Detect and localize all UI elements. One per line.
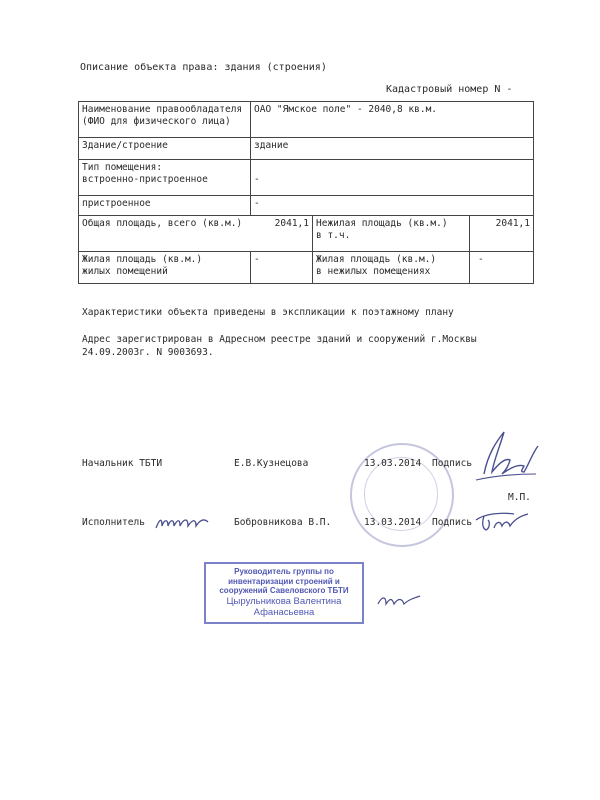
stamp-line-4: Цырульникова Валентина bbox=[226, 595, 342, 607]
premises-type-label: Тип помещения: bbox=[82, 162, 163, 173]
object-table bbox=[78, 101, 534, 284]
explication-note: Характеристики объекта приведены в экспликации к поэтажному плану bbox=[82, 307, 454, 318]
nonres-area-cell bbox=[313, 216, 470, 252]
table-row bbox=[79, 216, 534, 252]
head-name: Е.В.Кузнецова bbox=[234, 458, 309, 469]
res-area-value: - bbox=[251, 252, 313, 284]
executor-name: Бобровникова В.П. bbox=[234, 517, 332, 528]
res-area-note: жилых помещений bbox=[82, 266, 168, 277]
premises-type-subtype: встроенно-пристроенное bbox=[82, 174, 208, 185]
total-area-value: 2041,1 bbox=[274, 218, 309, 229]
table-row bbox=[79, 252, 534, 284]
cadastral-number: Кадастровый номер N - bbox=[386, 84, 513, 95]
table-row bbox=[79, 160, 534, 196]
owner-value: ОАО "Ямское поле" - 2040,8 кв.м. bbox=[251, 102, 534, 138]
executor-title: Исполнитель bbox=[82, 517, 145, 528]
premises-type-value-cell bbox=[251, 160, 534, 196]
stamp-line-2: инвентаризации строений и bbox=[228, 576, 340, 586]
executor-signature bbox=[470, 506, 534, 536]
head-signature bbox=[474, 424, 544, 484]
executor-sign-label: Подпись bbox=[432, 517, 473, 528]
building-value: здание bbox=[251, 138, 534, 160]
res-in-nonres-value: - bbox=[470, 252, 534, 284]
premises-type-cell bbox=[79, 160, 251, 196]
res-in-nonres-label: Жилая площадь (кв.м.) bbox=[316, 254, 437, 265]
attached-label: пристроенное bbox=[79, 196, 251, 216]
owner-label-cell bbox=[79, 102, 251, 138]
responsible-person-stamp bbox=[204, 562, 364, 624]
head-sign-label: Подпись bbox=[432, 458, 473, 469]
res-area-label: Жилая площадь (кв.м.) bbox=[82, 254, 203, 265]
mp-label: М.П. bbox=[508, 492, 531, 503]
stamp-line-5: Афанасьевна bbox=[253, 606, 315, 618]
res-area-cell bbox=[79, 252, 251, 284]
owner-label: Наименование правообладателя bbox=[82, 104, 243, 115]
stamp-signature bbox=[374, 588, 424, 612]
table-row bbox=[79, 102, 534, 138]
premises-type-value: - bbox=[254, 174, 260, 185]
table-row bbox=[79, 138, 534, 160]
nonres-area-label: Нежилая площадь (кв.м.) bbox=[316, 218, 448, 229]
table-row bbox=[79, 196, 534, 216]
total-area-label: Общая площадь, всего (кв.м.) bbox=[82, 218, 243, 229]
address-note-line-2: 24.09.2003г. N 9003693. bbox=[82, 347, 214, 358]
res-in-nonres-cell bbox=[313, 252, 470, 284]
owner-label-note: (ФИО для физического лица) bbox=[82, 116, 231, 127]
attached-value: - bbox=[251, 196, 534, 216]
nonres-area-value: 2041,1 bbox=[470, 216, 534, 252]
total-area-cell bbox=[79, 216, 313, 252]
address-note-line-1: Адрес зарегистрирован в Адресном реестре зданий и сооружений г.Москвы bbox=[82, 334, 477, 345]
document-title: Описание объекта права: здания (строения) bbox=[80, 62, 327, 73]
executor-date: 13.03.2014 bbox=[364, 517, 422, 528]
head-title: Начальник ТБТИ bbox=[82, 458, 163, 469]
building-label: Здание/строение bbox=[79, 138, 251, 160]
res-in-nonres-note: в нежилых помещениях bbox=[316, 266, 431, 277]
stamp-line-1: Руководитель группы по bbox=[234, 567, 334, 576]
head-date: 13.03.2014 bbox=[364, 458, 422, 469]
executor-initials-signature bbox=[152, 506, 214, 534]
nonres-area-note: в т.ч. bbox=[316, 230, 351, 241]
stamp-line-3: сооружений Савеловского ТБТИ bbox=[219, 586, 349, 595]
